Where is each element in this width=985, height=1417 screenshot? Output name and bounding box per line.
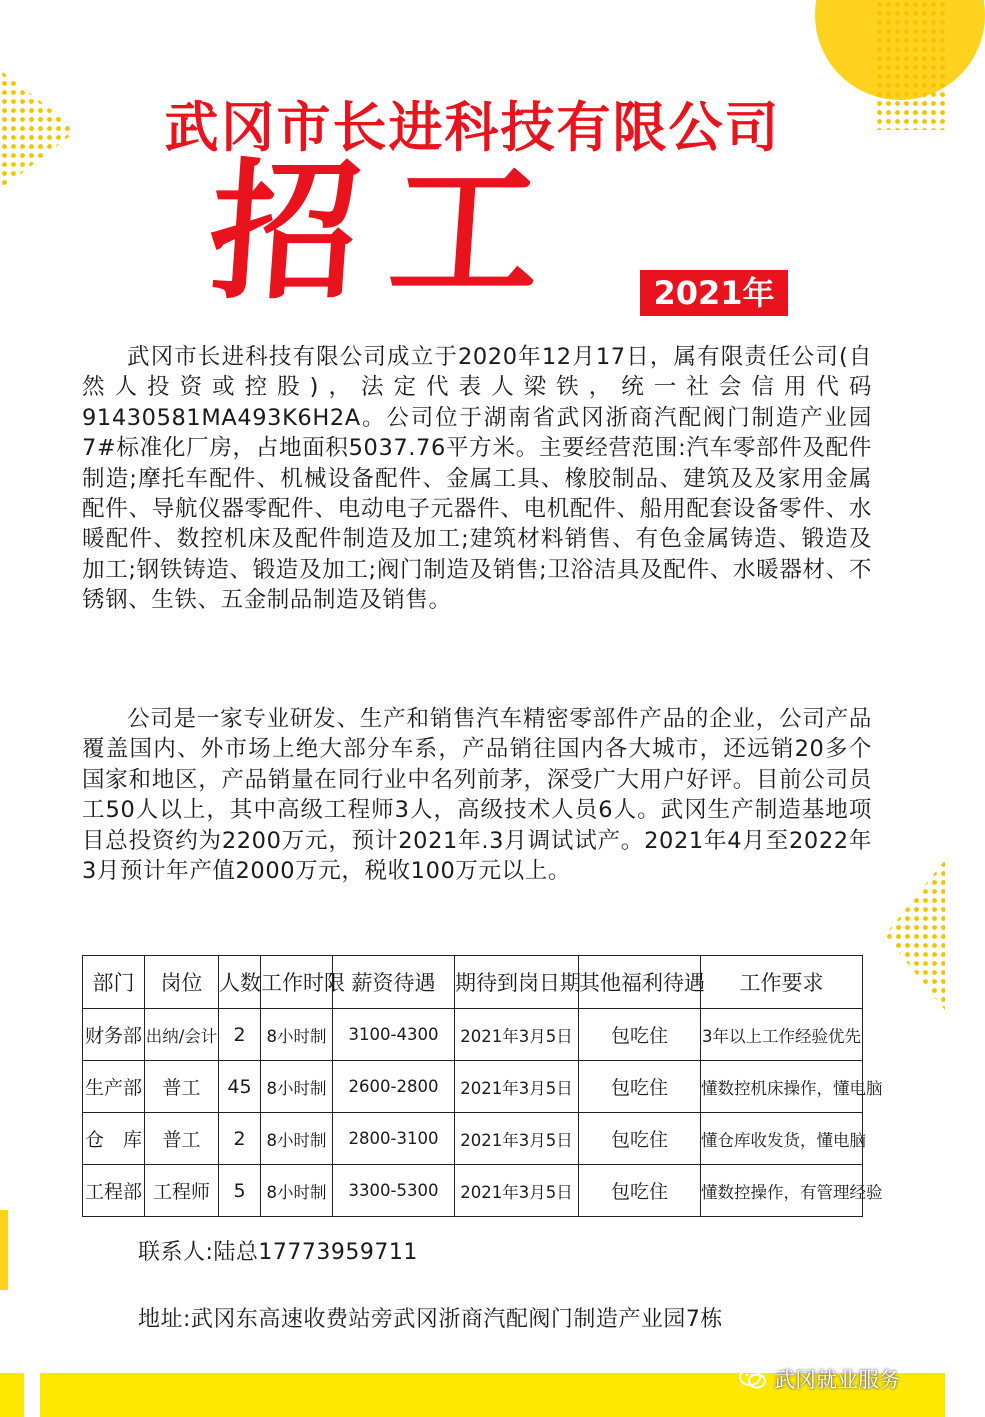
table-cell: 财务部	[83, 1009, 145, 1061]
table-header: 岗位	[145, 956, 219, 1009]
table-cell: 2	[219, 1113, 261, 1165]
table-cell: 普工	[145, 1113, 219, 1165]
table-header: 人数	[219, 956, 261, 1009]
company-title: 武冈市长进科技有限公司	[164, 96, 781, 159]
table-header: 工作要求	[701, 956, 863, 1009]
decorative-edge	[0, 1210, 8, 1290]
decorative-strip	[0, 1373, 24, 1417]
contact-info: 联系人:陆总17773959711	[138, 1240, 418, 1265]
table-cell: 包吃住	[579, 1009, 701, 1061]
watermark	[738, 1364, 900, 1394]
table-cell: 懂仓库收发货，懂电脑	[701, 1113, 863, 1165]
table-cell: 工程部	[83, 1165, 145, 1217]
table-cell: 3300-5300	[333, 1165, 455, 1217]
company-intro-paragraph: 武冈市长进科技有限公司成立于2020年12月17日，属有限责任公司(自然人投资或控股)，法定代表人梁铁，统一社会信用代码91430581MA493K6H2A。公司位于湖南省武冈浙商汽配阀门制造产业园7#标准化厂房，占地面积5037.76平方米。主要经营范围:汽车零部件及配件制造;摩托车配件、机械设备配件、金属工具、橡胶制品、建筑及及家用金属配件、导航仪器零配件、电动电子元器件、电机配件、船用配套设备零件、水暖配件、数控机床及配件制造及加工;建筑材料销售、有色金属铸造、锻造及加工;钢铁铸造、锻造及加工;阀门制造及销售;卫浴洁具及配件、水暖器材、不锈钢、生铁、五金制品制造及销售。	[82, 344, 872, 614]
company-profile-paragraph: 公司是一家专业研发、生产和销售汽车精密零部件产品的企业，公司产品覆盖国内、外市场上绝大部分车系，产品销往国内各大城市，还远销20多个国家和地区，产品销量在同行业中名列前茅，深受广大用户好评。目前公司员工50人以上，其中高级工程师3人，高级技术人员6人。武冈生产制造基地项目总投资约为2200万元，预计2021年.3月调试试产。2021年4月至2022年3月预计年产值2000万元，税收100万元以上。	[82, 706, 872, 885]
table-cell: 2021年3月5日	[455, 1061, 579, 1113]
table-cell: 普工	[145, 1061, 219, 1113]
table-cell: 2600-2800	[333, 1061, 455, 1113]
wechat-icon	[738, 1367, 768, 1391]
hiring-title: 招工	[203, 146, 577, 320]
table-cell: 2	[219, 1009, 261, 1061]
table-cell: 3年以上工作经验优先	[701, 1009, 863, 1061]
decorative-dots	[885, 860, 945, 1010]
table-cell: 8小时制	[261, 1061, 333, 1113]
table-header: 工作时限	[261, 956, 333, 1009]
table-header: 薪资待遇	[333, 956, 455, 1009]
table-cell: 懂数控操作，有管理经验	[701, 1165, 863, 1217]
table-header: 部门	[83, 956, 145, 1009]
table-cell: 5	[219, 1165, 261, 1217]
table-header: 其他福利待遇	[579, 956, 701, 1009]
table-header-row	[83, 956, 863, 1009]
table-header: 期待到岗日期	[455, 956, 579, 1009]
table-row	[83, 1165, 863, 1217]
table-cell: 8小时制	[261, 1113, 333, 1165]
address-info: 地址:武冈东高速收费站旁武冈浙商汽配阀门制造产业园7栋	[138, 1307, 723, 1332]
table-cell: 工程师	[145, 1165, 219, 1217]
table-row	[83, 1009, 863, 1061]
table-cell: 2021年3月5日	[455, 1009, 579, 1061]
year-badge: 2021年	[640, 270, 788, 316]
table-row	[83, 1061, 863, 1113]
table-cell: 包吃住	[579, 1061, 701, 1113]
table-cell: 45	[219, 1061, 261, 1113]
table-cell: 2021年3月5日	[455, 1113, 579, 1165]
table-cell: 3100-4300	[333, 1009, 455, 1061]
table-cell: 出纳/会计	[145, 1009, 219, 1061]
table-cell: 2021年3月5日	[455, 1165, 579, 1217]
table-cell: 懂数控机床操作，懂电脑	[701, 1061, 863, 1113]
watermark-text: 武冈就业服务	[774, 1368, 900, 1392]
table-cell: 生产部	[83, 1061, 145, 1113]
table-cell: 包吃住	[579, 1113, 701, 1165]
table-cell: 2800-3100	[333, 1113, 455, 1165]
table-cell: 包吃住	[579, 1165, 701, 1217]
job-table	[82, 955, 883, 1217]
table-cell: 仓 库	[83, 1113, 145, 1165]
table-cell: 8小时制	[261, 1165, 333, 1217]
table-cell: 8小时制	[261, 1009, 333, 1061]
table-row	[83, 1113, 863, 1165]
